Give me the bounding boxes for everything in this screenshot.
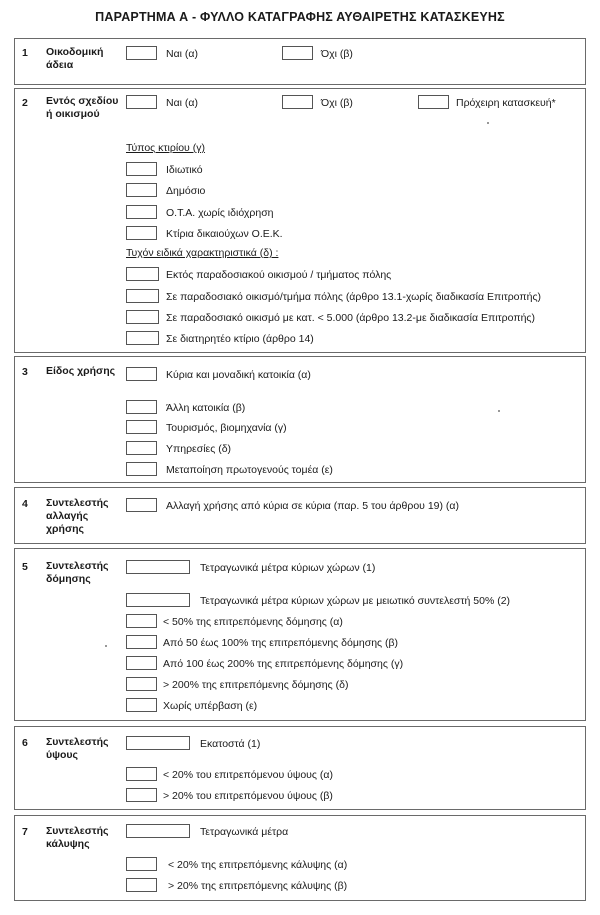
use-type-option: Κύρια και μοναδική κατοικία (α) <box>166 369 311 381</box>
height-coefficient-option: > 20% του επιτρεπόμενου ύψους (β) <box>163 790 333 802</box>
permit-yes-label: Ναι (α) <box>166 48 198 60</box>
use-type-checkbox[interactable] <box>126 367 157 381</box>
plan-yes-checkbox[interactable] <box>126 95 157 109</box>
special-feature-option: Σε παραδοσιακό οικισμό/τμήμα πόλης (άρθρο 13.1-χωρίς διαδικασία Επιτροπής) <box>166 291 542 303</box>
building-type-option: Δημόσιο <box>166 185 206 197</box>
special-feature-checkbox[interactable] <box>126 267 159 281</box>
building-coefficient-checkbox[interactable] <box>126 656 157 670</box>
special-feature-checkbox[interactable] <box>126 331 159 345</box>
use-type-option: Μεταποίηση πρωτογενούς τομέα (ε) <box>166 464 333 476</box>
building-coefficient-option: > 200% της επιτρεπόμενης δόμησης (δ) <box>163 679 349 691</box>
building-type-option: Ιδιωτικό <box>166 164 203 176</box>
special-feature-option: Εκτός παραδοσιακού οικισμού / τμήματος πόλης <box>166 269 392 281</box>
height-coefficient-option: < 20% του επιτρεπόμενου ύψους (α) <box>163 769 333 781</box>
scan-speck <box>105 645 107 647</box>
coverage-coefficient-checkbox[interactable] <box>126 878 157 892</box>
scan-speck <box>498 410 500 412</box>
height-centimeters-input[interactable] <box>126 736 190 750</box>
section-1-building-permit <box>14 38 586 85</box>
use-change-option: Αλλαγή χρήσης από κύρια σε κύρια (παρ. 5 του άρθρου 19) (α) <box>166 500 460 512</box>
building-type-checkbox[interactable] <box>126 183 157 197</box>
section-number: 7 <box>22 826 28 838</box>
section-label: Συντελεστής αλλαγής χρήσης <box>46 497 109 535</box>
coverage-area-label: Τετραγωνικά μέτρα <box>200 826 289 838</box>
section-number: 3 <box>22 366 28 378</box>
coverage-area-input[interactable] <box>126 824 190 838</box>
building-coefficient-option: < 50% της επιτρεπόμενης δόμησης (α) <box>163 616 343 628</box>
special-features-heading: Τυχόν ειδικά χαρακτηριστικά (δ) : <box>126 247 279 259</box>
section-7-coverage-coefficient <box>14 815 586 901</box>
coverage-coefficient-option: > 20% της επιτρεπόμενης κάλυψης (β) <box>168 880 348 892</box>
special-feature-option: Σε διατηρητέο κτίριο (άρθρο 14) <box>166 333 314 345</box>
use-type-option: Άλλη κατοικία (β) <box>166 402 246 414</box>
building-coefficient-checkbox[interactable] <box>126 635 157 649</box>
use-change-checkbox[interactable] <box>126 498 157 512</box>
permit-no-checkbox[interactable] <box>282 46 313 60</box>
section-number: 5 <box>22 561 28 573</box>
special-feature-option: Σε παραδοσιακό οικισμό με κατ. < 5.000 (άρθρο 13.2-με διαδικασία Επιτροπής) <box>166 312 535 324</box>
main-area-input[interactable] <box>126 560 190 574</box>
building-coefficient-checkbox[interactable] <box>126 677 157 691</box>
section-number: 1 <box>22 47 28 59</box>
height-coefficient-checkbox[interactable] <box>126 767 157 781</box>
building-type-option: Ο.Τ.Α. χωρίς ιδιόχρηση <box>166 207 274 219</box>
section-4-use-change <box>14 487 586 544</box>
building-type-heading: Τύπος κτιρίου (γ) <box>126 142 205 154</box>
building-type-checkbox[interactable] <box>126 162 157 176</box>
building-coefficient-option: Από 50 έως 100% της επιτρεπόμενης δόμησης (β) <box>163 637 399 649</box>
building-coefficient-option: Από 100 έως 200% της επιτρεπόμενης δόμησης (γ) <box>163 658 404 670</box>
section-label: Συντελεστής ύψους <box>46 736 109 761</box>
use-type-option: Υπηρεσίες (δ) <box>166 443 232 455</box>
height-coefficient-checkbox[interactable] <box>126 788 157 802</box>
building-coefficient-checkbox[interactable] <box>126 698 157 712</box>
use-type-option: Τουρισμός, βιομηχανία (γ) <box>166 422 287 434</box>
special-feature-checkbox[interactable] <box>126 310 159 324</box>
reduced-area-label: Τετραγωνικά μέτρα κύριων χώρων με μειωτικό συντελεστή 50% (2) <box>200 595 511 607</box>
section-3-use-type <box>14 356 586 483</box>
coverage-coefficient-checkbox[interactable] <box>126 857 157 871</box>
reduced-area-input[interactable] <box>126 593 190 607</box>
section-number: 6 <box>22 737 28 749</box>
permit-yes-checkbox[interactable] <box>126 46 157 60</box>
scan-speck <box>487 122 489 124</box>
permit-no-label: Όχι (β) <box>321 48 353 60</box>
section-label: Συντελεστής δόμησης <box>46 560 109 585</box>
section-number: 4 <box>22 498 28 510</box>
section-label: Συντελεστής κάλυψης <box>46 825 109 850</box>
use-type-checkbox[interactable] <box>126 400 157 414</box>
main-area-label: Τετραγωνικά μέτρα κύριων χώρων (1) <box>200 562 376 574</box>
plan-no-checkbox[interactable] <box>282 95 313 109</box>
use-type-checkbox[interactable] <box>126 441 157 455</box>
section-label: Οικοδομική άδεια <box>46 46 104 71</box>
use-type-checkbox[interactable] <box>126 420 157 434</box>
use-type-checkbox[interactable] <box>126 462 157 476</box>
plan-no-label: Όχι (β) <box>321 97 353 109</box>
building-type-checkbox[interactable] <box>126 205 157 219</box>
special-feature-checkbox[interactable] <box>126 289 159 303</box>
height-centimeters-label: Εκατοστά (1) <box>200 738 261 750</box>
section-label: Εντός σχεδίου ή οικισμού <box>46 95 119 120</box>
page-title: ΠΑΡΑΡΤΗΜΑ Α - ΦΥΛΛΟ ΚΑΤΑΓΡΑΦΗΣ ΑΥΘΑΙΡΕΤΗΣ ΚΑΤΑΣΚΕΥΗΣ <box>95 10 505 24</box>
coverage-coefficient-option: < 20% της επιτρεπόμενης κάλυψης (α) <box>168 859 348 871</box>
temporary-structure-checkbox[interactable] <box>418 95 449 109</box>
temporary-structure-label: Πρόχειρη κατασκευή* <box>456 97 556 109</box>
building-coefficient-checkbox[interactable] <box>126 614 157 628</box>
building-coefficient-option: Χωρίς υπέρβαση (ε) <box>163 700 258 712</box>
section-6-height-coefficient <box>14 726 586 810</box>
section-5-building-coefficient <box>14 548 586 721</box>
building-type-checkbox[interactable] <box>126 226 157 240</box>
section-label: Είδος χρήσης <box>46 365 116 377</box>
building-type-option: Κτίρια δικαιούχων Ο.Ε.Κ. <box>166 228 283 240</box>
plan-yes-label: Ναι (α) <box>166 97 198 109</box>
section-2-within-plan <box>14 88 586 353</box>
section-number: 2 <box>22 97 28 109</box>
